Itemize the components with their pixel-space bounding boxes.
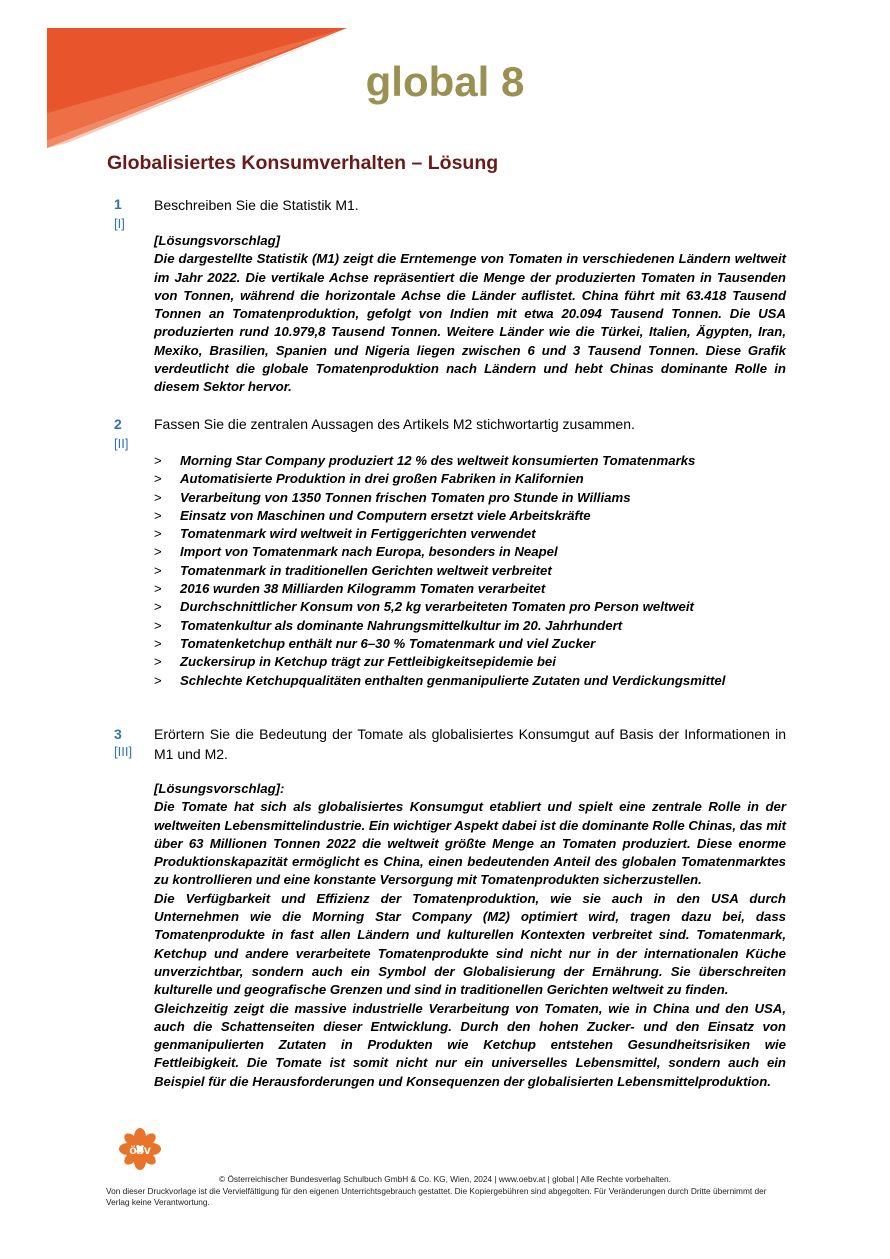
bullet-marker: > bbox=[154, 507, 162, 523]
task-level: [III] bbox=[114, 744, 133, 759]
solution-paragraph: Die Tomate hat sich als globalisiertes Konsumgut etabliert und spielt eine zentrale Rolle in der weltweiten Lebensmittelindustrie. Ein wichtiger Aspekt dabei ist die dominante Rolle Chinas, das mit über 63 Millionen Tonnen 2022 die weltweit größte Menge an Tomaten produziert. Diese enorme Produktionskapazität ermöglicht es China, einen bedeutenden Anteil des globalen Tomatenmarktes zu kontrollieren und eine konstante Versorgung mit Tomatenprodukten sicherzustellen. bbox=[154, 799, 786, 888]
bullet-marker: > bbox=[154, 599, 162, 615]
solution-paragraph: Die Verfügbarkeit und Effizienz der Tomatenproduktion, wie sie auch in den USA durch Unternehmen wie die Morning Star Company (M2) optimiert wird, tragen dazu bei, dass Tomatenprodukte in fast allen Ländern und kulturellen Kontexten verbreitet sind. Tomatenmark, Ketchup und andere verarbeitete Tomatenprodukte sind nicht nur in der internationalen Küche unverzichtbar, sondern auch ein Symbol der Globalisierung der Ernährung. Sie überschreiten kulturelle und geografische Grenzen und sind in traditionellen Gerichten weltweit zu finden. bbox=[154, 890, 786, 998]
list-item: > Tomatenkultur als dominante Nahrungsmittelkultur im 20. Jahrhundert bbox=[154, 617, 794, 635]
task-number: 3 bbox=[114, 726, 122, 742]
oebv-logo bbox=[118, 1127, 162, 1171]
solution-paragraph: Gleichzeitig zeigt die massive industrielle Verarbeitung von Tomaten, wie in China und den USA, auch die Schattenseiten dieser Entwicklung. Durch den hohen Zucker- und den Einsatz von genmanipulierten Zutaten in Produkten wie Ketchup entstehen Gesundheitsrisiken wie Fettleibigkeit. Die Tomate ist somit nicht nur ein universelles Lebensmittel, sondern auch ein Beispiel für die Herausforderungen und Konsequenzen der globalisierten Lebensmittelproduktion. bbox=[154, 1000, 786, 1089]
list-item: > Automatisierte Produktion in drei großen Fabriken in Kalifornien bbox=[154, 470, 794, 488]
list-item: > Tomatenketchup enthält nur 6–30 % Tomatenmark und viel Zucker bbox=[154, 635, 794, 653]
task-level: [I] bbox=[114, 216, 125, 231]
solution-label: [Lösungsvorschlag] bbox=[154, 233, 281, 248]
bullet-marker: > bbox=[154, 635, 162, 651]
task-level: [II] bbox=[114, 436, 129, 451]
summary-list bbox=[154, 452, 794, 690]
task-number: 1 bbox=[114, 196, 122, 212]
footer-notice: Von dieser Druckvorlage ist die Vervielfältigung für den eigenen Unterrichtsgebrauch gestattet. Die Kopiergebühren sind abgegolten. Für Veränderungen durch Dritte übernimmt der Verlag keine Verantwortung. bbox=[106, 1186, 767, 1207]
brand-title: global 8 bbox=[365, 58, 525, 105]
list-item: > Einsatz von Maschinen und Computern ersetzt viele Arbeitskräfte bbox=[154, 507, 794, 525]
bullet-marker: > bbox=[154, 581, 162, 597]
bullet-marker: > bbox=[154, 526, 162, 542]
list-item: > Verarbeitung von 1350 Tonnen frischen Tomaten pro Stunde in Williams bbox=[154, 489, 794, 507]
list-item: > Schlechte Ketchupqualitäten enthalten genmanipulierte Zutaten und Verdickungsmittel bbox=[154, 672, 794, 690]
svg-text:öbv: öbv bbox=[129, 1143, 151, 1157]
bullet-marker: > bbox=[154, 654, 162, 670]
task-question: Beschreiben Sie die Statistik M1. bbox=[154, 197, 359, 213]
bullet-marker: > bbox=[154, 453, 162, 468]
list-item: > Zuckersirup in Ketchup trägt zur Fettleibigkeitsepidemie bei bbox=[154, 653, 794, 671]
bullet-marker: > bbox=[154, 562, 162, 578]
solution-block bbox=[154, 780, 786, 1091]
task-number: 2 bbox=[114, 416, 122, 432]
task-question: Erörtern Sie die Bedeutung der Tomate als globalisiertes Konsumgut auf Basis der Informationen in M1 und M2. bbox=[154, 726, 786, 762]
solution-block bbox=[154, 232, 786, 397]
task-question: Fassen Sie die zentralen Aussagen des Artikels M2 stichwortartig zusammen. bbox=[154, 416, 635, 432]
bullet-marker: > bbox=[154, 672, 162, 688]
bullet-marker: > bbox=[154, 489, 162, 505]
list-item: > Durchschnittlicher Konsum von 5,2 kg verarbeiteten Tomaten pro Person weltweit bbox=[154, 598, 794, 616]
list-item: > Tomatenmark wird weltweit in Fertiggerichten verwendet bbox=[154, 525, 794, 543]
list-item: > Tomatenmark in traditionellen Gerichten weltweit verbreitet bbox=[154, 562, 794, 580]
bullet-marker: > bbox=[154, 617, 162, 633]
bullet-marker: > bbox=[154, 471, 162, 487]
footer-copyright: © Österreichischer Bundesverlag Schulbuch GmbH & Co. KG, Wien, 2024 | www.oebv.at | global | Alle Rechte vorbehalten. bbox=[219, 1174, 671, 1184]
list-item: > Import von Tomatenmark nach Europa, besonders in Neapel bbox=[154, 543, 794, 561]
page-title: Globalisiertes Konsumverhalten – Lösung bbox=[107, 152, 499, 174]
solution-text: Die dargestellte Statistik (M1) zeigt die Erntemenge von Tomaten in verschiedenen Ländern weltweit im Jahr 2022. Die vertikale Achse repräsentiert die Menge der produzierten Tomaten in Tausenden von Tonnen, während die horizontale Achse die Länder auflistet. China führt mit 63.418 Tausend Tonnen an Tomatenproduktion, gefolgt von Indien mit etwa 20.094 Tausend Tonnen. Die USA produzierten rund 10.979,8 Tausend Tonnen. Weitere Länder wie die Türkei, Italien, Ägypten, Iran, Mexiko, Brasilien, Spanien und Nigeria liegen zwischen 6 und 3 Tausend Tonnen. Diese Grafik verdeutlicht die globale Tomatenproduktion nach Ländern und hebt Chinas dominante Rolle in diesem Sektor hervor. bbox=[154, 251, 786, 395]
solution-label: [Lösungsvorschlag]: bbox=[154, 781, 285, 796]
list-item: > Morning Star Company produziert 12 % des weltweit konsumierten Tomatenmarks bbox=[154, 452, 794, 470]
bullet-marker: > bbox=[154, 544, 162, 560]
list-item: > 2016 wurden 38 Milliarden Kilogramm Tomaten verarbeitet bbox=[154, 580, 794, 598]
